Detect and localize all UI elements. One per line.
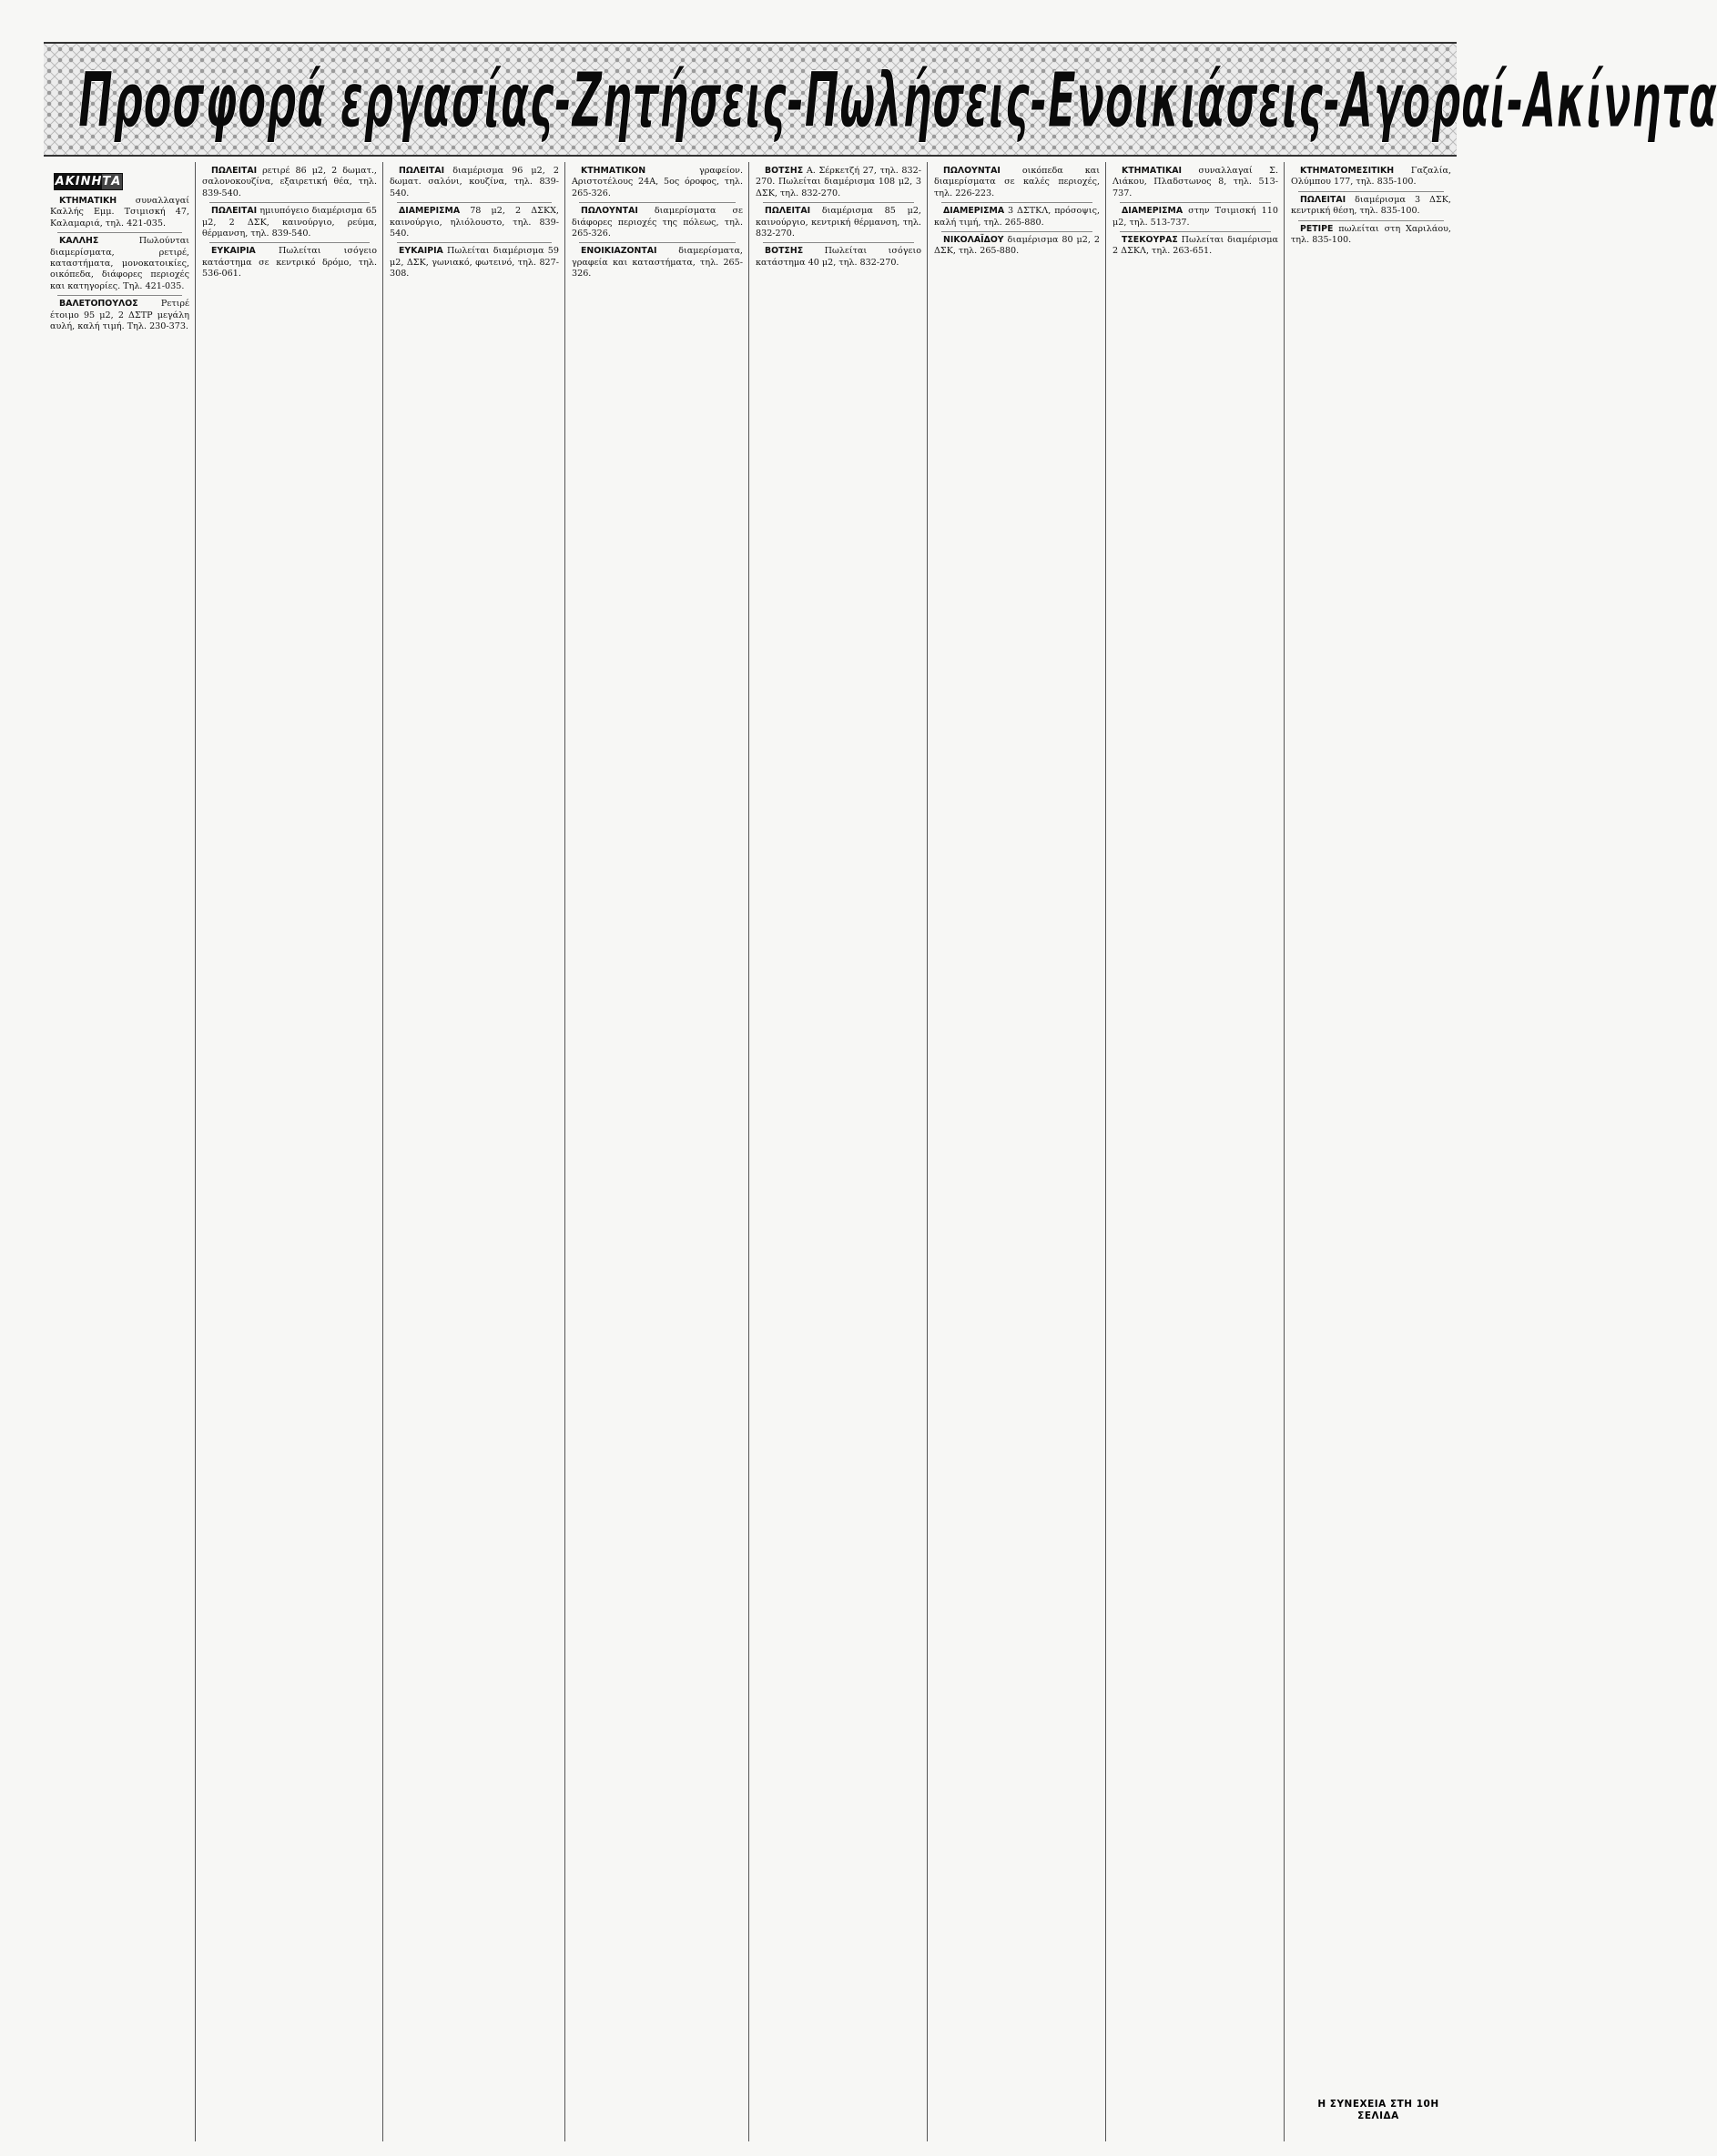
ad-divider <box>397 242 552 243</box>
ad-divider <box>209 242 370 243</box>
ad-divider <box>1120 231 1271 232</box>
ad-divider <box>57 295 182 296</box>
classified-ad <box>390 166 559 199</box>
ad-divider <box>579 202 736 203</box>
ad-text: Πωλείται διαμέρισμα 59 μ2, ΔΣΚ, γωνιακό, φωτεινό, τηλ. 827-308. <box>390 246 559 280</box>
classified-ad <box>1112 166 1278 199</box>
ad-lead: ΝΙΚΟΛΑΪΔΟΥ <box>943 235 1004 246</box>
ad-text: 3 ΔΣΤΚΛ, πρόσοψις, καλή τιμή, τηλ. 265-880. <box>934 206 1100 228</box>
ad-divider <box>941 231 1092 232</box>
ad-text: διαμέρισμα 96 μ2, 2 δωματ. σαλόνι, κουζίνα, τηλ. 839-540. <box>390 166 559 198</box>
ad-divider <box>1120 202 1271 203</box>
ad-lead: ΕΥΚΑΙΡΙΑ <box>399 246 443 257</box>
classifieds-banner <box>44 42 1717 157</box>
ad-divider <box>57 232 182 233</box>
classifieds-columns <box>44 162 1457 2141</box>
classified-ad <box>50 236 189 292</box>
ad-divider <box>579 242 736 243</box>
classified-ad <box>50 196 189 229</box>
ad-divider <box>209 202 370 203</box>
ad-text: συναλλαγαί Καλλής Εμμ. Τσιμισκή 47, Καλαμαριά, τηλ. 421-035. <box>50 196 189 229</box>
ad-text: διαμερίσματα σε διάφορες περιοχές της πόλεως, τηλ. 265-326. <box>572 206 743 239</box>
ad-lead: ΔΙΑΜΕΡΙΣΜΑ <box>1122 206 1184 217</box>
ad-text: 78 μ2, 2 ΔΣΚΧ, καινούργιο, ηλιόλουστο, τηλ. 839-540. <box>390 206 559 239</box>
column-3 <box>382 162 564 2141</box>
ad-lead: ΡΕΤΙΡΕ <box>1300 223 1334 234</box>
classified-ad <box>1112 235 1278 258</box>
ad-lead: ΕΥΚΑΙΡΙΑ <box>211 246 256 257</box>
classified-ad <box>756 206 921 239</box>
ad-divider <box>941 202 1092 203</box>
ad-lead: ΒΟΤΣΗΣ <box>765 166 804 176</box>
continuation-note: Η ΣΥΝΕΧΕΙΑ ΣΤΗ 10Η ΣΕΛΙΔΑ <box>1317 2099 1439 2121</box>
classified-ad <box>934 166 1100 199</box>
ad-divider <box>763 202 914 203</box>
classified-ad <box>390 206 559 239</box>
classified-ad <box>1291 224 1451 247</box>
ad-text: διαμέρισμα 80 μ2, 2 ΔΣΚ, τηλ. 265-880. <box>934 235 1100 257</box>
classified-ad <box>934 235 1100 258</box>
classified-ad <box>756 246 921 269</box>
ad-lead: ΠΩΛΕΙΤΑΙ <box>399 166 445 176</box>
ad-divider <box>1298 191 1444 192</box>
ad-lead: ΚΤΗΜΑΤΙΚΗ <box>59 196 117 206</box>
classified-ad <box>756 166 921 199</box>
classified-ad <box>572 166 743 199</box>
ad-lead: ΕΝΟΙΚΙΑΖΟΝΤΑΙ <box>581 246 657 257</box>
ad-lead: ΠΩΛΕΙΤΑΙ <box>211 206 258 217</box>
classified-ad <box>1112 206 1278 229</box>
ad-lead: ΚΤΗΜΑΤΟΜΕΣΙΤΙΚΗ <box>1300 166 1395 176</box>
ad-lead: ΚΑΛΛΗΣ <box>59 236 99 247</box>
classified-ad <box>202 246 377 280</box>
ad-text: διαμέρισμα 85 μ2, καινούργιο, κεντρική θέρμανση, τηλ. 832-270. <box>756 206 921 239</box>
ad-lead: ΔΙΑΜΕΡΙΣΜΑ <box>943 206 1005 217</box>
ad-text: Πωλείται ισόγειο κατάστημα σε κεντρικό δρόμο, τηλ. 536-061. <box>202 246 377 280</box>
ad-text: ημιυπόγειο διαμέρισμα 65 μ2, 2 ΔΣΚ, καινούργιο, ρεύμα, θέρμανση, τηλ. 839-540. <box>202 206 377 239</box>
column-6 <box>927 162 1105 2141</box>
ad-lead: ΠΩΛΟΥΝΤΑΙ <box>581 206 638 217</box>
ad-lead: ΔΙΑΜΕΡΙΣΜΑ <box>399 206 461 217</box>
ad-text: Α. Σέρκετζή 27, τηλ. 832-270. Πωλείται διαμέρισμα 108 μ2, 3 ΔΣΚ, τηλ. 832-270. <box>756 166 921 198</box>
classified-ad <box>572 206 743 239</box>
ad-text: Πωλείται διαμέρισμα 2 ΔΣΚΛ, τηλ. 263-651. <box>1112 235 1278 257</box>
ad-text: Ρετιρέ έτοιμο 95 μ2, 2 ΔΣΤΡ μεγάλη αυλή, καλή τιμή. Τηλ. 230-373. <box>50 299 189 332</box>
ad-lead: ΚΤΗΜΑΤΙΚΟΝ <box>581 166 646 176</box>
ad-text: Πωλούνται διαμερίσματα, ρετιρέ, καταστήματα, μονοκατοικίες, οικόπεδα, διάφορες περιοχές και κατηγορίες. Τηλ. 421-035. <box>50 236 189 291</box>
classified-ad <box>202 166 377 199</box>
classified-ad <box>934 206 1100 229</box>
ad-lead: ΠΩΛΕΙΤΑΙ <box>1300 194 1346 205</box>
ad-lead: ΒΑΛΕΤΟΠΟΥΛΟΣ <box>59 299 138 310</box>
ad-lead: ΤΣΕΚΟΥΡΑΣ <box>1122 235 1178 246</box>
column-5 <box>748 162 927 2141</box>
ad-text: διαμέρισμα 3 ΔΣΚ, κεντρική θέση, τηλ. 835-100. <box>1291 194 1451 217</box>
ad-text: Πωλείται ισόγειο κατάστημα 40 μ2, τηλ. 832-270. <box>756 246 921 268</box>
ad-divider <box>1298 220 1444 221</box>
ad-lead: ΚΤΗΜΑΤΙΚΑΙ <box>1122 166 1182 176</box>
ad-text: διαμερίσματα, γραφεία και καταστήματα, τηλ. 265-326. <box>572 246 743 280</box>
column-4 <box>564 162 748 2141</box>
ad-divider <box>763 242 914 243</box>
ad-divider <box>397 202 552 203</box>
column-2 <box>195 162 382 2141</box>
banner-title: Προσφορά εργασίας-Ζητήσεις-Πωλήσεις-Ενοικιάσεις-Αγοραί-Ακίνητα <box>78 56 1717 145</box>
ad-lead: ΠΩΛΕΙΤΑΙ <box>211 166 258 176</box>
classified-ad <box>1291 166 1451 188</box>
ad-text: πωλείται στη Χαριλάου, τηλ. 835-100. <box>1291 223 1451 246</box>
classified-ad <box>390 246 559 280</box>
column-7 <box>1105 162 1284 2141</box>
ad-lead: ΠΩΛΟΥΝΤΑΙ <box>943 166 1001 176</box>
classified-ad <box>572 246 743 280</box>
column-1 <box>44 162 195 2141</box>
ad-text: οικόπεδα και διαμερίσματα σε καλές περιοχές, τηλ. 226-223. <box>934 166 1100 198</box>
ad-text: στην Τσιμισκή 110 μ2, τηλ. 513-737. <box>1112 206 1278 228</box>
ad-lead: ΒΟΤΣΗΣ <box>765 246 804 257</box>
classified-ad <box>50 299 189 332</box>
ad-text: γραφείον. Αριστοτέλους 24Α, 5ος όροφος, τηλ. 265-326. <box>572 166 743 198</box>
ad-text: Γαζαλία, Ολύμπου 177, τηλ. 835-100. <box>1291 166 1451 188</box>
classified-ad <box>202 206 377 239</box>
ad-text: ρετιρέ 86 μ2, 2 δωματ., σαλονοκουζίνα, εξαιρετική θέα, τηλ. 839-540. <box>202 166 377 198</box>
column-8 <box>1284 162 1457 2141</box>
classified-ad <box>1291 195 1451 218</box>
section-heading-real-estate: ΑΚΙΝΗΤΑ <box>55 175 122 188</box>
ad-lead: ΠΩΛΕΙΤΑΙ <box>765 206 811 217</box>
ad-text: συναλλαγαί Σ. Λιάκου, Πλαδστωνος 8, τηλ. 513-737. <box>1112 166 1278 198</box>
